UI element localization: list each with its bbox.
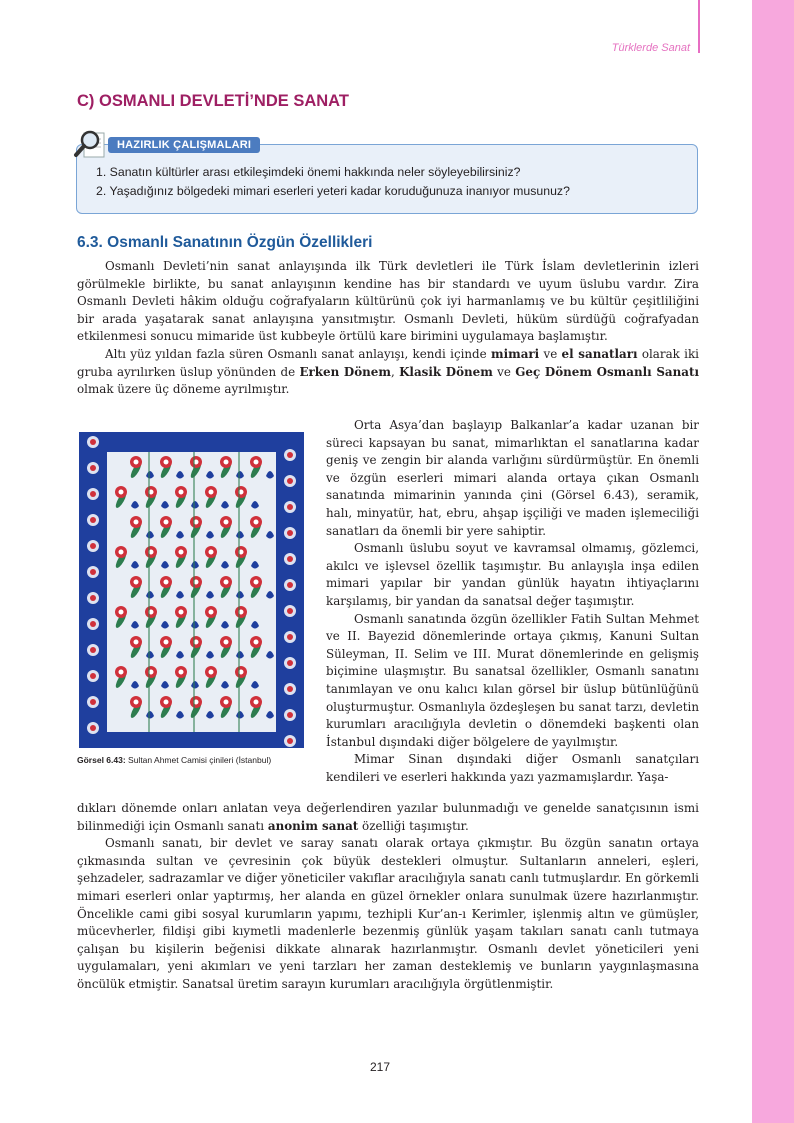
column-paragraph-2: Osmanlı üslubu soyut ve kavramsal olmamış, gözlemci, akılcı ve işlevsel özellik taşımıştır. Bu anlayışla inşa edilen mimari yapılar bir yandan günlük hayatın ihtiyaçlarını karşılamış, bir yandan da sanatsal değer taşımıştır. bbox=[326, 541, 699, 608]
intro-paragraphs bbox=[77, 258, 699, 399]
tile-photo bbox=[79, 432, 304, 748]
magnifier-icon bbox=[72, 127, 106, 161]
preparation-tab: HAZIRLIK ÇALIŞMALARI bbox=[108, 137, 260, 153]
keyword-mimari: mimari bbox=[491, 346, 540, 361]
question-1: 1. Sanatın kültürler arası etkileşimdeki önemi hakkında neler söyleyebilirsiniz? bbox=[96, 165, 521, 179]
column-paragraph-4: Mimar Sinan dışındaki diğer Osmanlı sanatçıları kendileri ve eserleri hakkında yazı yazmamışlardır. Yaşa- bbox=[326, 752, 699, 784]
header-rule bbox=[698, 0, 700, 53]
paragraph-3: dıkları dönemde onları anlatan veya değerlendiren yazılar bulunmadığı ve genelde sanatçısının ismi bilinmediği için Osmanlı sanatı anonim sanat özelliği taşımıştır. bbox=[77, 801, 699, 833]
running-header: Türklerde Sanat bbox=[611, 42, 690, 54]
closing-paragraphs bbox=[77, 800, 699, 994]
side-color-strip bbox=[752, 0, 794, 1123]
figure-caption: Görsel 6.43: Sultan Ahmet Camisi çinileri (İstanbul) bbox=[77, 755, 272, 765]
preparation-questions bbox=[96, 163, 570, 201]
paragraph-4: Osmanlı sanatı, bir devlet ve saray sanatı olarak ortaya çıkmıştır. Bu özgün sanatın ortaya çıkmasında sultan ve çevresinin çok büyük destekleri olmuştur. Sultanların anneleri, eşleri, şehzadeler, sadrazamlar ve diğer yöneticiler vakıflar aracılığıyla sanatı canlı tutmuşlardır. En görkemli mimari eserleri onlar yaptırmış, her alanda en güzel örnekler onlara sunulmak üzere hazırlanmıştır. Öncelikle cami gibi sosyal kurumların yapımı, tezhipli Kur’an-ı Kerimler, işlenmiş altın ve gümüşler, mücevherler, fildişi gibi kıymetli madenlerle bezenmiş günlük yaşam takıları sanatı canlı tutmaya çalışan bu kişilerin beğenisi dikkate alınarak hazırlanmıştır. Osmanlı devlet yöneticileri yeni uygulamaları, yeni akımları ve yeni tarzları her zaman desteklemiş ve bunların yaygınlaşmasına öncülük etmiştir. Sanatsal üretim sarayın kurumları aracılığıyla örgütlenmiştir. bbox=[77, 836, 699, 991]
iznik-tiles-image bbox=[79, 432, 304, 748]
column-paragraph-3: Osmanlı sanatında özgün özellikler Fatih Sultan Mehmet ve II. Bayezid dönemlerinde ortaya çıkmış, Kanuni Sultan Süleyman, II. Selim ve III. Murat dönemlerinde en gelişmiş biçimine ulaşmıştır. Bu sanatsal özellikler, Osmanlı sanatını tanımlayan ve onu kalıcı kılan görsel bir üslup bütünlüğünü oluşturmuştur. Osmanlıyla özdeşleşen bu sanat tarzı, devletin kurumları aracılığıyla devletin o dönemdeki başkenti olan İstanbul dışındaki diğer bölgelere de yayılmıştır. bbox=[326, 611, 699, 749]
keyword-klasik-donem: Klasik Dönem bbox=[399, 364, 493, 379]
keyword-el-sanatlari: el sanatları bbox=[561, 346, 638, 361]
question-2: 2. Yaşadığınız bölgedeki mimari eserleri yeteri kadar koruduğunuza inanıyor musunuz? bbox=[96, 184, 570, 198]
section-title: C) OSMANLI DEVLETİ’NDE SANAT bbox=[77, 92, 349, 110]
paragraph-2: Altı yüz yıldan fazla süren Osmanlı sanat anlayışı, kendi içinde mimari ve el sanatları olarak iki gruba ayrılırken üslup yönünden de Erken Dönem, Klasik Dönem ve Geç Dönem Osmanlı Sanatı olmak üzere üç döneme ayrılmıştır. bbox=[77, 346, 699, 397]
keyword-anonim-sanat: anonim sanat bbox=[267, 818, 359, 833]
keyword-erken-donem: Erken Dönem bbox=[299, 364, 391, 379]
subsection-heading: 6.3. Osmanlı Sanatının Özgün Özellikleri bbox=[77, 234, 373, 251]
column-paragraph-1: Orta Asya’dan başlayıp Balkanlar’a kadar uzanan bir süreci kapsayan bu sanat, mimarlıktan el sanatlarına kadar geniş ve zengin bir alanda varlığını sürdürmüştür. En önemli ve özgün eserleri mimari alanda ortaya çıkan Osmanlı sanatında mimarinin yanında çini (Görsel 6.43), seramik, halı, minyatür, hat, ebru, ahşap işçiliği ve maden işlemeciliği sanatları da önemli bir yere sahiptir. bbox=[326, 418, 699, 538]
right-column-text bbox=[326, 417, 699, 786]
keyword-gec-donem: Geç Dönem Osmanlı Sanatı bbox=[515, 364, 699, 379]
paragraph-1: Osmanlı Devleti’nin sanat anlayışında ilk Türk devletleri ile Türk İslam devletlerinin izleri görülmekle birlikte, bu sanat anlayışının kendine has bir standardı ve uyum üslubu vardır. Zira Osmanlı Devleti hâkim olduğu coğrafyaların kültürünü çok iyi harmanlamış ve bu kültür çeşitliliğini bir arada yaşatarak sanat anlayışına yansıtmıştır. Osmanlı Devleti, hüküm sürdüğü coğrafyadan etkilenmesi sonucu mimaride üst kubbeyle örtülü kare birimini uygulamaya başlamıştır. bbox=[77, 259, 699, 344]
page-number: 217 bbox=[369, 1060, 391, 1074]
